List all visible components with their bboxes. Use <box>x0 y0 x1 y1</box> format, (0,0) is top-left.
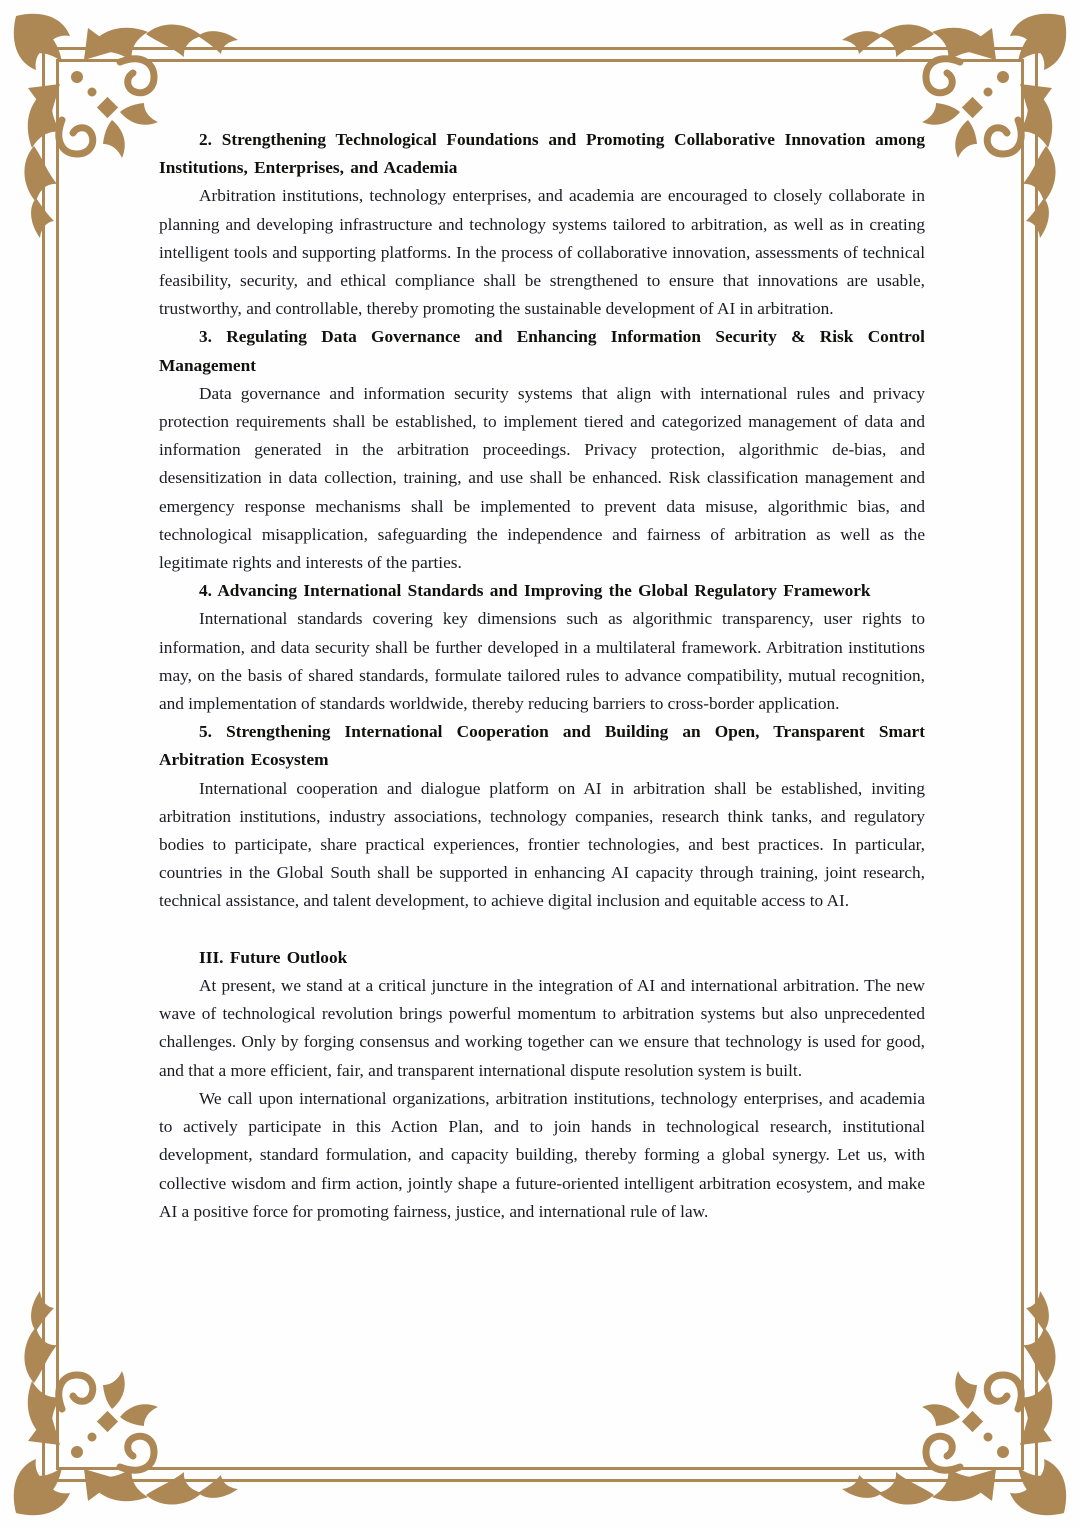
section-heading: 3. Regulating Data Governance and Enhancing Information Security & Risk Control Management <box>159 327 925 375</box>
body-paragraph: International standards covering key dimensions such as algorithmic transparency, user rights to information, and data security shall be further developed in a multilateral framework. Arbitration institutions may, on the basis of shared standards, formulate tailored rules to advance compatibility, mutual recognition, and implementation of standards worldwide, thereby reducing barriers to cross-border application. <box>159 609 925 714</box>
floral-corner-bottom-right-icon <box>840 1289 1080 1529</box>
body-paragraph: Arbitration institutions, technology enterprises, and academia are encouraged to closely collaborate in planning and developing infrastructure and technology systems tailored to arbitration, as well as in creating intelligent tools and supporting platforms. In the process of collaborative innovation, assessments of technical feasibility, security, and ethical compliance shall be strengthened to ensure that innovations are usable, trustworthy, and controllable, thereby promoting the sustainable development of AI in arbitration. <box>159 186 925 319</box>
body-paragraph: International cooperation and dialogue platform on AI in arbitration shall be established, inviting arbitration institutions, industry associations, technology companies, research think tanks, and regulatory bodies to participate, share practical experiences, frontier technologies, and best practices. In particular, countries in the Global South shall be supported in enhancing AI capacity through training, joint research, technical assistance, and talent development, to achieve digital inclusion and equitable access to AI. <box>159 778 925 911</box>
section-heading: 5. Strengthening International Cooperation and Building an Open, Transparent Smart Arbitration Ecosystem <box>159 722 925 770</box>
body-paragraph: We call upon international organizations, arbitration institutions, technology enterprises, and academia to actively participate in this Action Plan, and to join hands in technological research, institutional development, standard formulation, and capacity building, thereby forming a global synergy. Let us, with collective wisdom and firm action, jointly shape a future-oriented intelligent arbitration ecosystem, and make AI a positive force for promoting fairness, justice, and international rule of law. <box>159 1088 925 1221</box>
body-paragraph: Data governance and information security systems that align with international rules and privacy protection requirements shall be established, to implement tiered and categorized management of data and information generated in the arbitration proceedings. Privacy protection, algorithmic de-bias, and desensitization in data collection, training, and use shall be enhanced. Risk classification management and emergency response mechanisms shall be implemented to prevent data misuse, algorithmic bias, and technological misapplication, safeguarding the independence and fairness of arbitration as well as the legitimate rights and interests of the parties. <box>159 383 925 573</box>
section-heading: 2. Strengthening Technological Foundations and Promoting Collaborative Innovation among Institutions, Enterprises, and Academia <box>159 130 925 178</box>
section-heading: 4. Advancing International Standards and Improving the Global Regulatory Framework <box>199 581 871 601</box>
floral-corner-bottom-left-icon <box>0 1289 240 1529</box>
document-content <box>159 126 925 1226</box>
section-heading: III. Future Outlook <box>199 947 348 967</box>
body-paragraph: At present, we stand at a critical juncture in the integration of AI and international arbitration. The new wave of technological revolution brings powerful momentum to arbitration systems but also unprecedented challenges. Only by forging consensus and working together can we ensure that technology is used for good, and that a more efficient, fair, and transparent international dispute resolution system is built. <box>159 976 925 1080</box>
